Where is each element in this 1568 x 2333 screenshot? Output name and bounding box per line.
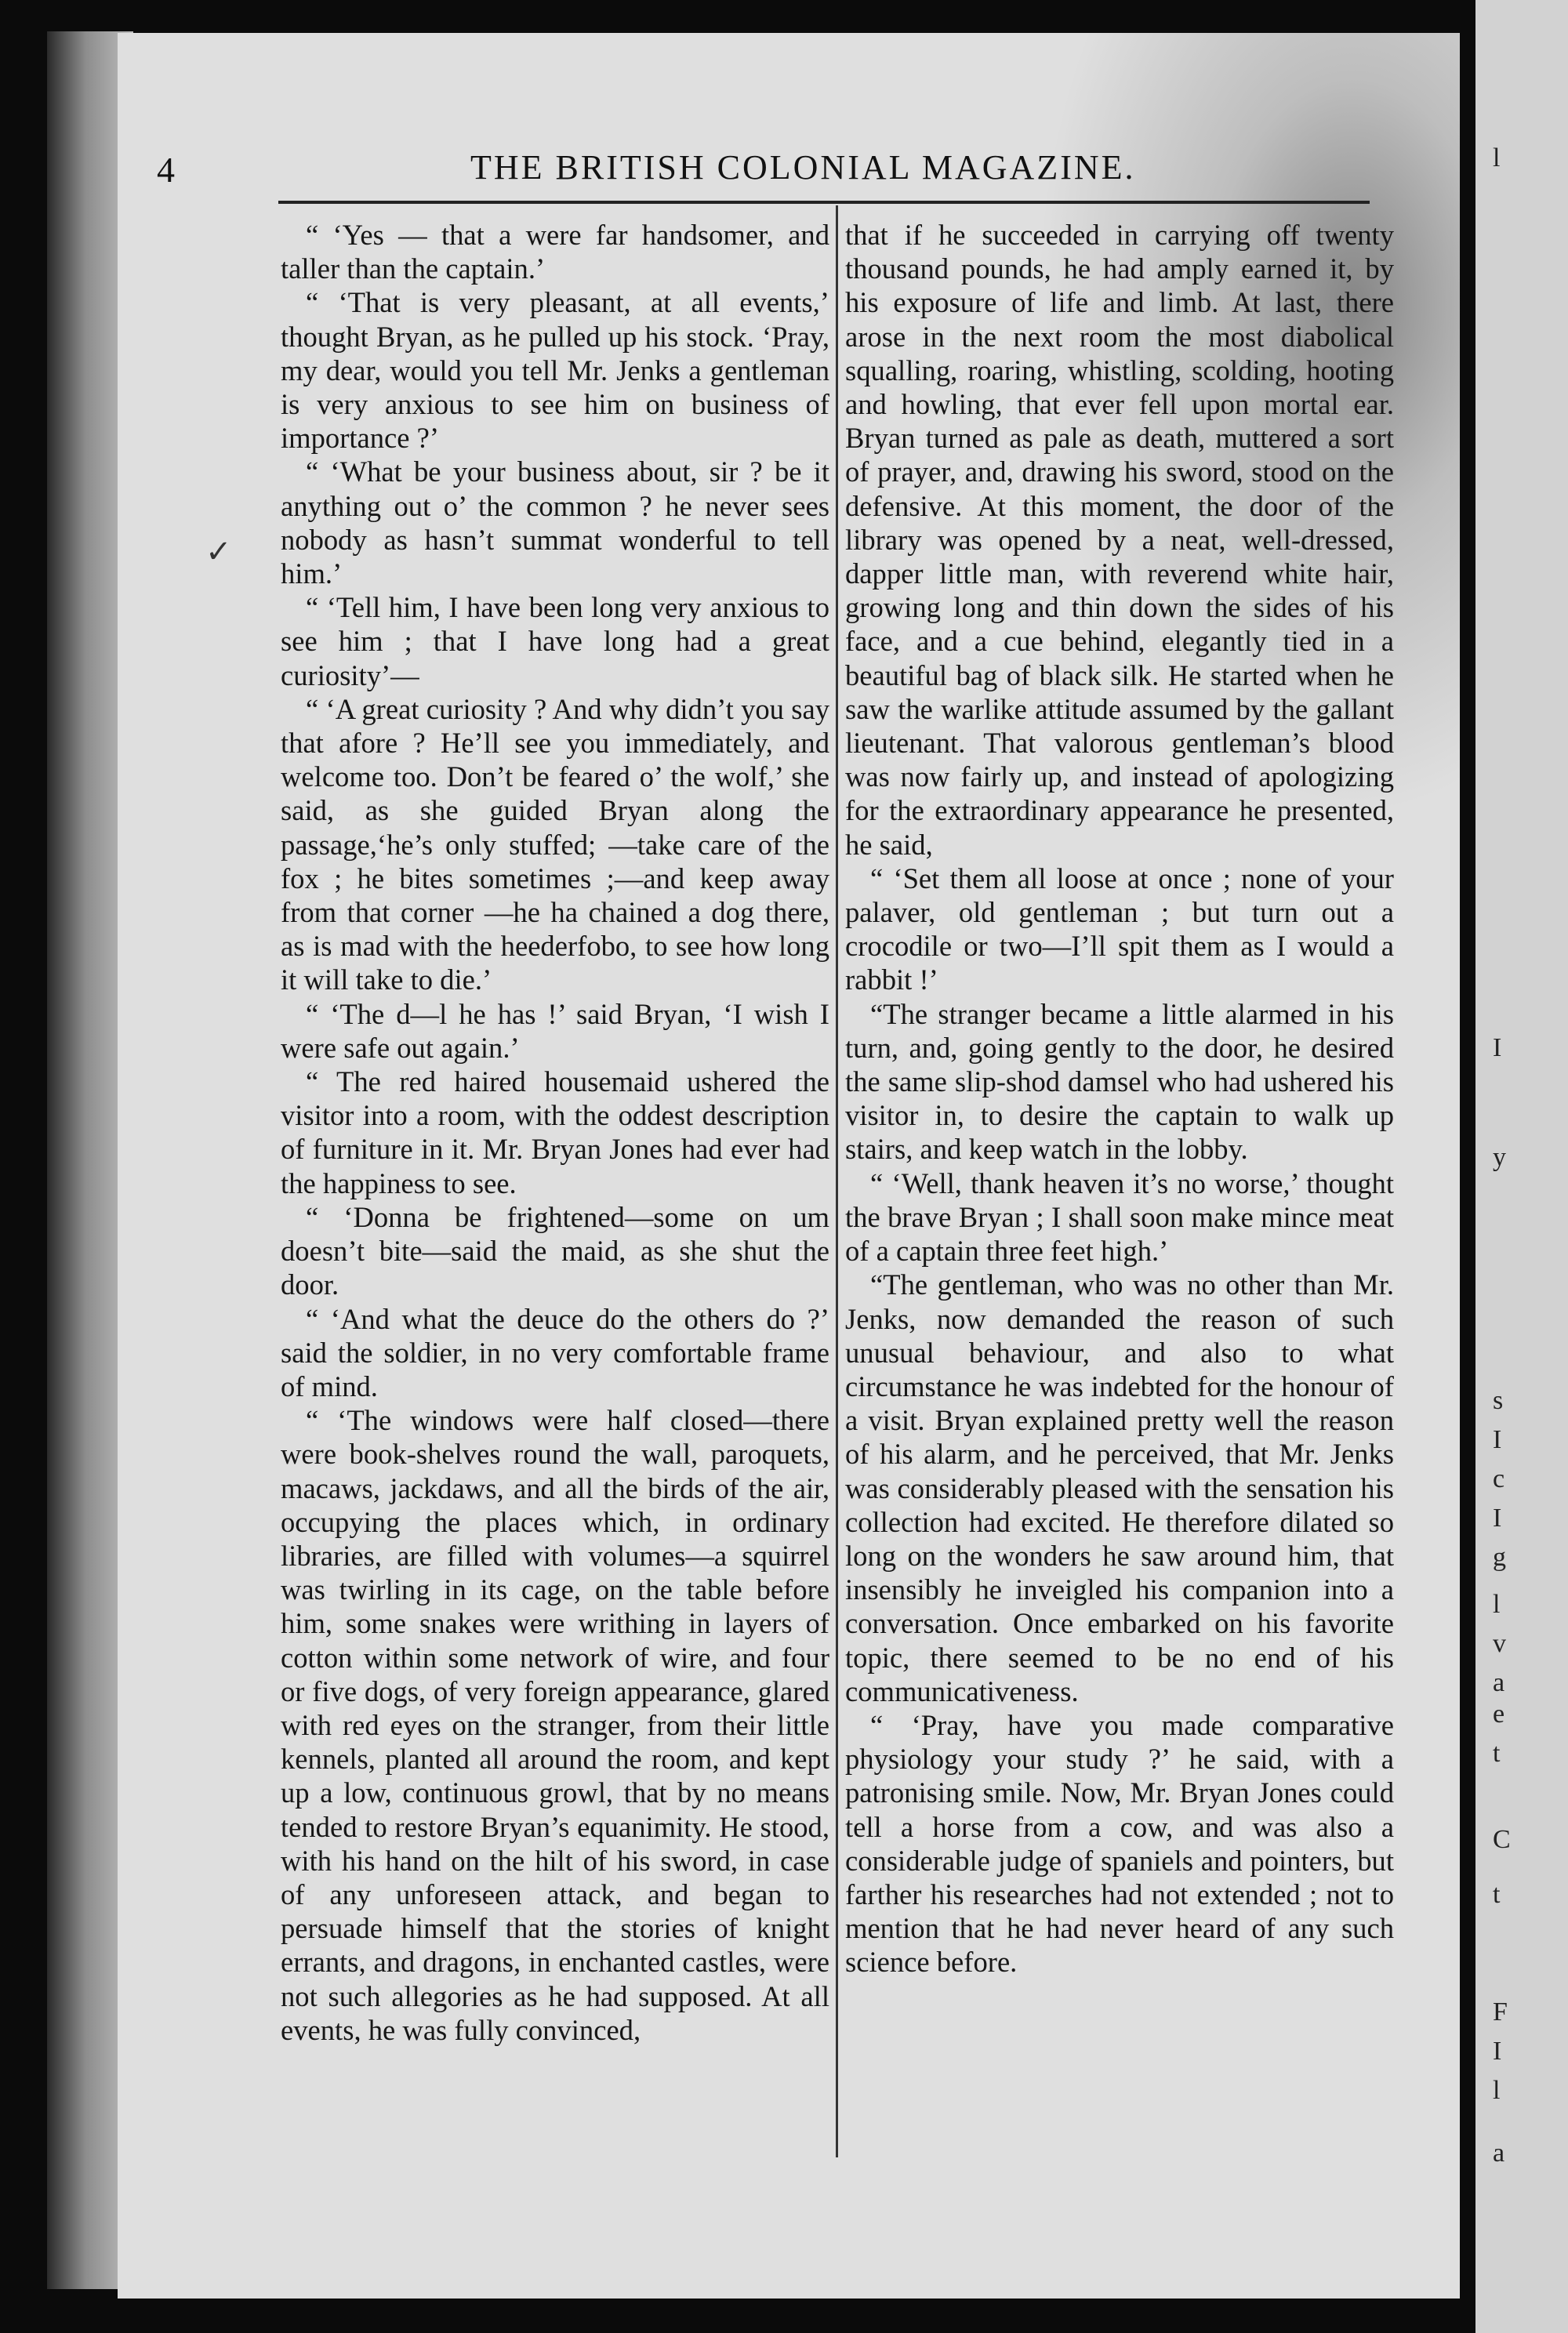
paragraph: “ ‘What be your business about, sir ? be it anything out o’ the common ? he never sees nobody as hasn’t summat wonderful to tell him.’ (281, 455, 829, 590)
paragraph: “ ‘A great curiosity ? And why didn’t you say that afore ? He’ll see you immediately, and welcome too. Don’t be feared o’ the wolf,’ she said, as she guided Bryan along the passage,‘he’s only stuffed; —take care of the fox ; he bites sometimes ;—and keep away from that corner —he ha chained a dog there, as is mad with the heederfobo, to see how long it will take to die.’ (281, 692, 829, 996)
edge-fragment: I (1493, 1504, 1502, 1533)
edge-fragment: l (1493, 1590, 1501, 1619)
edge-fragment: I (1493, 1425, 1502, 1454)
edge-fragment: I (1493, 1033, 1502, 1062)
edge-fragment: C (1493, 1825, 1511, 1854)
edge-fragment: a (1493, 1668, 1505, 1697)
edge-fragment: l (1493, 2076, 1501, 2105)
edge-fragment: g (1493, 1543, 1506, 1572)
paragraph: “ ‘Well, thank heaven it’s no worse,’ thought the brave Bryan ; I shall soon make mince meat of a captain three feet high.’ (845, 1166, 1394, 1268)
left-column (281, 218, 829, 2047)
column-divider (836, 205, 838, 2157)
edge-fragment: e (1493, 1700, 1505, 1729)
edge-fragment: a (1493, 2139, 1505, 2168)
page-number: 4 (157, 150, 175, 190)
paragraph: “ ‘The windows were half closed—there were book-shelves round the wall, paroquets, macaws, jackdaws, and all the birds of the air, occupying the places which, in ordinary libraries, are filled with volumes—a squirrel was twirling in its cage, on the table before him, some snakes were writhing in layers of cotton within some network of wire, and four or five dogs, of very foreign appearance, glared with red eyes on the stranger, from their little kennels, planted all around the room, and kept up a low, continuous growl, that by no means tended to restore Bryan’s equanimity. He stood, with his hand on the hilt of his sword, in case of any unforeseen attack, and began to persuade himself that the stories of knight errants, and dragons, in enchanted castles, were not such allegories as he had supposed. At all events, he was fully convinced, (281, 1404, 829, 2046)
paragraph: “ ‘Donna be frightened—some on um doesn’t bite—said the maid, as she shut the door. (281, 1200, 829, 1301)
paragraph: “ ‘That is very pleasant, at all events,’ thought Bryan, as he pulled up his stock. ‘Pray, my dear, would you tell Mr. Jenks a gentleman is very anxious to see him on business of importance ?’ (281, 286, 829, 455)
paragraph: that if he succeeded in carrying off twenty thousand pounds, he had amply earned it, by his exposure of life and limb. At last, there arose in the next room the most diabolical squalling, roaring, whistling, scolding, hooting and howling, that ever fell upon mortal ear. Bryan turned as pale as death, muttered a sort of prayer, and, drawing his sword, stood on the defensive. At this moment, the door of the library was opened by a neat, well-dressed, dapper little man, with reverend white hair, growing long and thin down the sides of his face, and a cue behind, elegantly tied in a beautiful bag of black silk. He started when he saw the warlike attitude assumed by the gallant lieutenant. That valorous gentleman’s blood was now fairly up, and instead of apologizing for the extraordinary appearance he presented, he said, (845, 219, 1394, 861)
paragraph: “ ‘Yes — that a were far handsomer, and taller than the captain.’ (281, 219, 829, 285)
paragraph: “The gentleman, who was no other than Mr. Jenks, now demanded the reason of such unusual behaviour, and also to what circumstance he was indebted for the honour of a visit. Bryan explained pretty well the reason of his alarm, and he perceived, that Mr. Jenks was considerably pleased with the sensation his collection had excited. He therefore dilated so long on the wonders he saw around him, that insensibly he inveigled his companion into a conversation. Once embarked on his favorite topic, there seemed to be no end of his communicativeness. (845, 1268, 1394, 1707)
adjacent-page-fragment (1475, 0, 1568, 2333)
pencil-check-mark: ✓ (205, 534, 232, 569)
paragraph: “ ‘Set them all loose at once ; none of your palaver, old gentleman ; but turn out a crocodile or two—I’ll spit them as I would a rabbit !’ (845, 862, 1394, 996)
paragraph: “ ‘And what the deuce do the others do ?’ said the soldier, in no very comfortable frame of mind. (281, 1302, 829, 1402)
edge-fragment: v (1493, 1629, 1506, 1658)
edge-fragment: l (1493, 143, 1501, 172)
edge-fragment: t (1493, 1739, 1501, 1768)
edge-fragment: t (1493, 1880, 1501, 1909)
edge-fragment: y (1493, 1143, 1506, 1172)
edge-fragment: F (1493, 1997, 1508, 2026)
paragraph: “The stranger became a little alarmed in his turn, and, going gently to the door, he desired the same slip-shod damsel who had ushered his visitor in, to desire the captain to walk up stairs, and keep watch in the lobby. (845, 997, 1394, 1166)
paragraph: “ ‘The d—l he has !’ said Bryan, ‘I wish I were safe out again.’ (281, 997, 829, 1064)
edge-fragment: I (1493, 2037, 1502, 2066)
paragraph: “ The red haired housemaid ushered the visitor into a room, with the oddest description of furniture in it. Mr. Bryan Jones had ever had the happiness to see. (281, 1065, 829, 1199)
edge-fragment: s (1493, 1386, 1504, 1415)
paragraph: “ ‘Pray, have you made comparative physiology your study ?’ he said, with a patronising smile. Now, Mr. Bryan Jones could tell a horse from a cow, and was also a considerable judge of spaniels and pointers, but farther his researches had not extended ; not to mention that he had never heard of any such science before. (845, 1708, 1394, 1979)
page-title: THE BRITISH COLONIAL MAGAZINE. (470, 148, 1136, 187)
right-column (845, 218, 1394, 1979)
paragraph: “ ‘Tell him, I have been long very anxious to see him ; that I have long had a great curiosity’— (281, 591, 829, 691)
edge-fragment: c (1493, 1464, 1505, 1493)
header-rule (278, 201, 1370, 204)
